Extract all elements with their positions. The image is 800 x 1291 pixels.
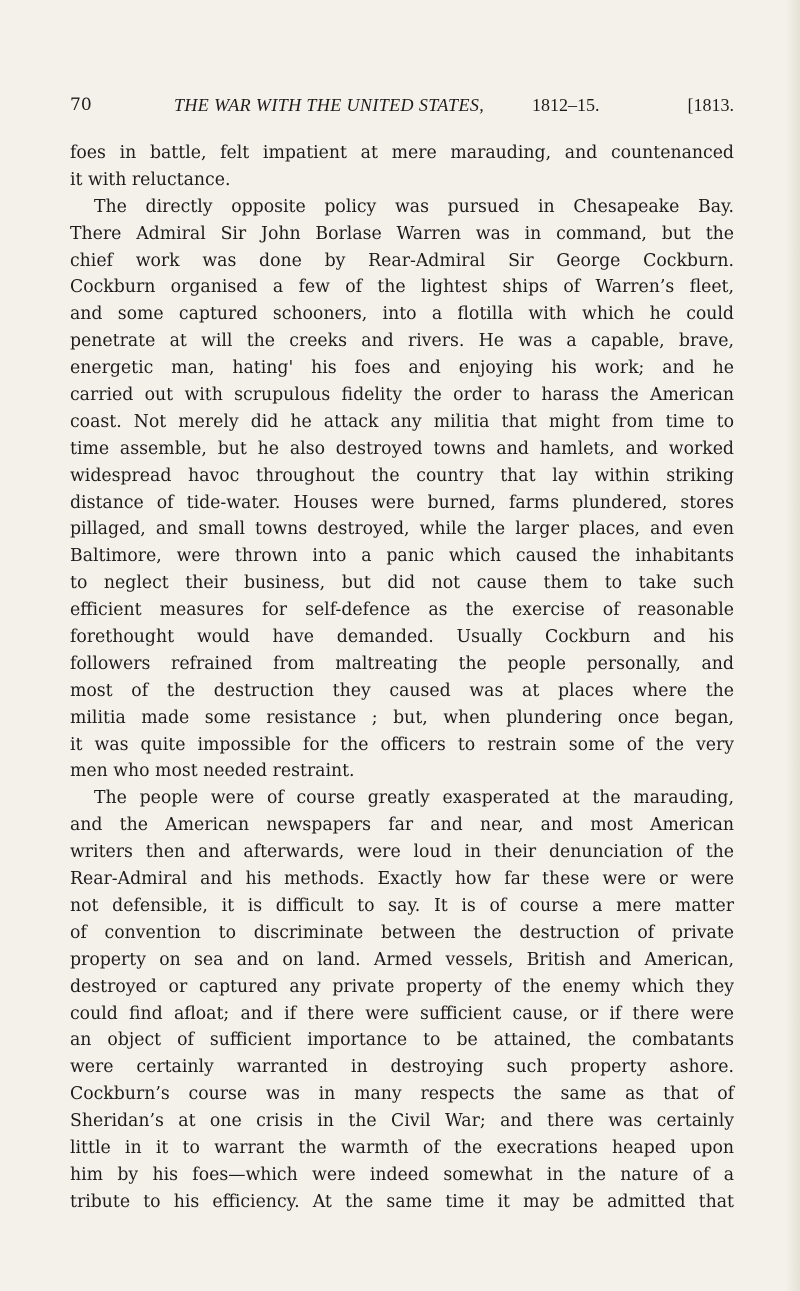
- text-line: men who most needed restraint.: [70, 761, 355, 782]
- text-line: little in it to warrant the warmth of the execrations heaped upon: [70, 1137, 734, 1158]
- text-line: energetic man, hating' his foes and enjoying his work; and he: [70, 358, 734, 379]
- text-line: chief work was done by Rear-Admiral Sir George Cockburn.: [70, 250, 734, 271]
- text-line: to neglect their business, but did not cause them to take such: [70, 573, 734, 594]
- text-line: penetrate at will the creeks and rivers. He was a capable, brave,: [70, 331, 734, 352]
- running-header: [70, 92, 736, 118]
- text-line: could find afloat; and if there were sufficient cause, or if there were: [70, 1003, 734, 1024]
- text-line: it with reluctance.: [70, 169, 231, 190]
- text-line: of convention to discriminate between the destruction of private: [70, 922, 734, 943]
- page-edge-shadow: [786, 0, 800, 1291]
- text-line: not defensible, it is difficult to say. It is of course a mere matter: [70, 895, 734, 916]
- text-line: tribute to his efficiency. At the same time it may be admitted that: [70, 1191, 734, 1212]
- text-line: There Admiral Sir John Borlase Warren was in command, but the: [70, 223, 734, 244]
- running-years: 1812–15.: [532, 95, 600, 115]
- text-line: and some captured schooners, into a flotilla with which he could: [70, 304, 734, 325]
- text-line: Cockburn’s course was in many respects the same as that of: [70, 1084, 734, 1105]
- text-line: The people were of course greatly exasperated at the marauding,: [94, 788, 734, 809]
- text-line: widespread havoc throughout the country that lay within striking: [70, 465, 734, 486]
- running-year: [1813.: [687, 95, 734, 115]
- text-line: it was quite impossible for the officers to restrain some of the very: [70, 734, 734, 755]
- text-line: property on sea and on land. Armed vessels, British and American,: [70, 949, 734, 970]
- text-line: distance of tide-water. Houses were burned, farms plundered, stores: [70, 492, 734, 513]
- text-line: most of the destruction they caused was at places where the: [70, 680, 734, 701]
- body-text: [70, 140, 734, 1216]
- text-line: carried out with scrupulous fidelity the order to harass the American: [70, 385, 734, 406]
- text-line: Cockburn organised a few of the lightest ships of Warren’s fleet,: [70, 277, 734, 298]
- page-number: 70: [70, 95, 92, 115]
- text-line: an object of sufficient importance to be attained, the combatants: [70, 1030, 734, 1051]
- text-line: writers then and afterwards, were loud in their denunciation of the: [70, 842, 734, 863]
- text-line: him by his foes—which were indeed somewhat in the nature of a: [70, 1164, 734, 1185]
- text-line: were certainly warranted in destroying such property ashore.: [70, 1057, 734, 1078]
- text-line: and the American newspapers far and near, and most American: [70, 815, 734, 836]
- text-line: Rear-Admiral and his methods. Exactly how far these were or were: [70, 869, 734, 890]
- text-line: Baltimore, were thrown into a panic which caused the inhabitants: [70, 546, 734, 567]
- text-line: forethought would have demanded. Usually Cockburn and his: [70, 627, 734, 648]
- text-line: destroyed or captured any private property of the enemy which they: [70, 976, 734, 997]
- text-line: Sheridan’s at one crisis in the Civil War; and there was certainly: [70, 1111, 734, 1132]
- text-line: time assemble, but he also destroyed towns and hamlets, and worked: [70, 438, 734, 459]
- text-line: foes in battle, felt impatient at mere marauding, and countenanced: [70, 143, 734, 163]
- text-line: The directly opposite policy was pursued in Chesapeake Bay.: [94, 196, 734, 217]
- text-line: coast. Not merely did he attack any militia that might from time to: [70, 411, 734, 432]
- running-title: THE WAR WITH THE UNITED STATES,: [174, 95, 485, 115]
- text-line: pillaged, and small towns destroyed, while the larger places, and even: [70, 519, 734, 540]
- text-line: militia made some resistance ; but, when plundering once began,: [70, 707, 734, 728]
- text-line: followers refrained from maltreating the people personally, and: [70, 653, 734, 674]
- text-line: efficient measures for self-defence as the exercise of reasonable: [70, 600, 734, 621]
